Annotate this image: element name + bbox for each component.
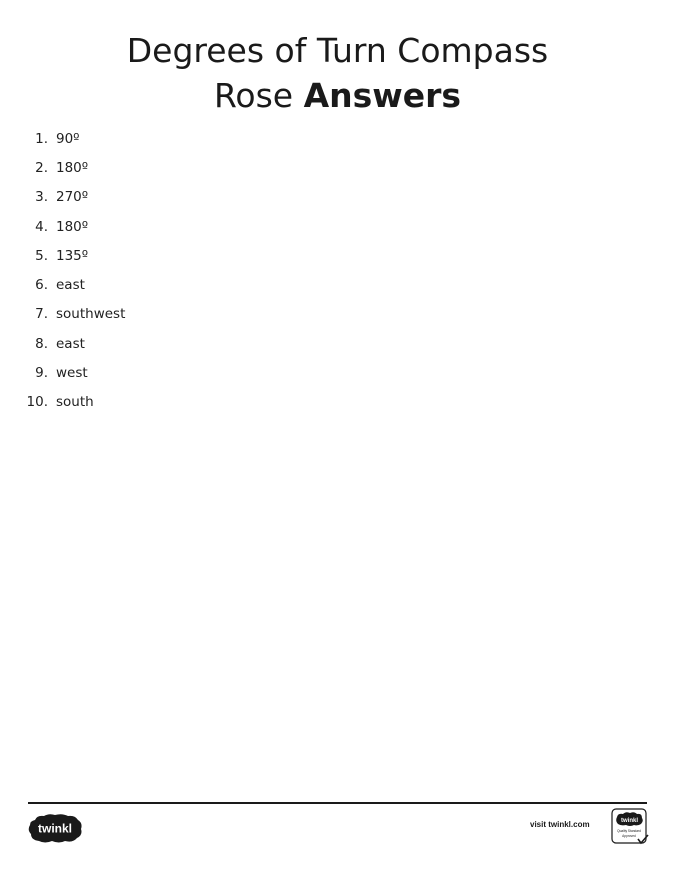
badge-line-1: Quality Standard <box>617 829 641 833</box>
answer-number: 6. <box>35 277 48 294</box>
answer-item <box>24 212 125 241</box>
answer-text: southwest <box>56 306 126 323</box>
title-line-2 <box>0 73 675 118</box>
twinkl-logo[interactable] <box>27 813 83 843</box>
badge-line-2: Approved <box>622 834 636 838</box>
answer-text: 90º <box>56 130 80 147</box>
answer-item <box>24 358 125 387</box>
answer-text: south <box>56 394 94 411</box>
title-word-rose: Rose <box>213 76 294 115</box>
logo-text: twinkl <box>37 821 73 836</box>
answer-number: 3. <box>35 189 48 206</box>
visit-link[interactable]: visit twinkl.com <box>530 820 590 829</box>
answer-text: east <box>56 335 85 352</box>
answer-item <box>24 270 125 299</box>
footer-divider <box>28 802 647 804</box>
answer-item <box>24 300 125 329</box>
answer-list <box>24 124 125 417</box>
answer-item <box>24 388 125 417</box>
answer-text: 135º <box>56 247 89 264</box>
answer-number: 9. <box>35 365 48 382</box>
answer-item <box>24 124 125 153</box>
answer-number: 1. <box>35 130 48 147</box>
quality-standard-badge <box>611 808 649 846</box>
answer-number: 5. <box>35 247 48 264</box>
page-title <box>0 28 675 118</box>
answer-text: 180º <box>56 218 89 235</box>
answer-number: 2. <box>35 159 48 176</box>
answer-number: 7. <box>35 306 48 323</box>
answer-item <box>24 329 125 358</box>
badge-logo-text: twinkl <box>620 818 639 824</box>
title-word-answers: Answers <box>303 76 462 115</box>
answer-text: east <box>56 277 85 294</box>
answer-number: 4. <box>35 218 48 235</box>
answer-text: 270º <box>56 189 89 206</box>
answer-item <box>24 183 125 212</box>
answer-number: 8. <box>35 335 48 352</box>
answer-number: 10. <box>26 394 48 411</box>
answer-item <box>24 153 125 182</box>
answer-item <box>24 241 125 270</box>
title-line-1: Degrees of Turn Compass <box>126 31 549 70</box>
answer-text: 180º <box>56 159 89 176</box>
answer-text: west <box>56 365 88 382</box>
